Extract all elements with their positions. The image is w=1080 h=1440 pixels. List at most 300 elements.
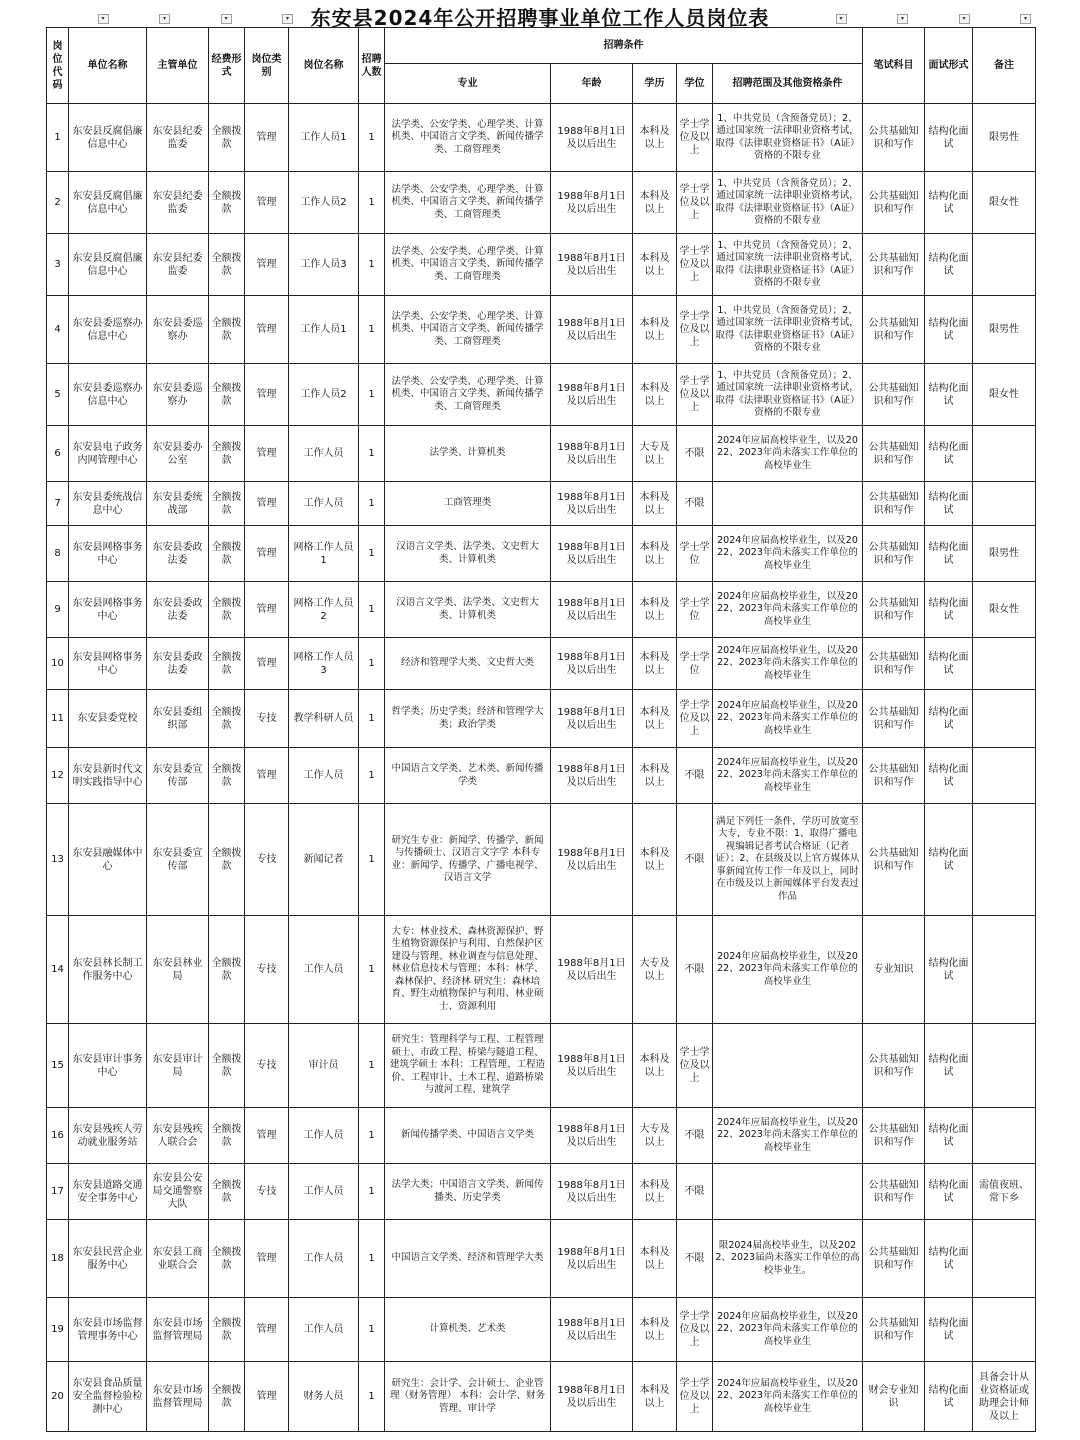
cell-supervisor: 东安县纪委监委: [147, 172, 209, 234]
cell-post: 工作人员: [289, 748, 359, 804]
table-row: [47, 1362, 1036, 1432]
cell-major: 研究生专业：新闻学、传播学、新闻与传播硕士、汉语言文字学 本科专业：新闻学、传播学、广播电视学、汉语言文学: [385, 804, 551, 916]
cell-education: 大专及以上: [633, 426, 677, 482]
cell-degree: 不限: [677, 1108, 713, 1164]
table-row: [47, 1024, 1036, 1108]
cell-written: 公共基础知识和写作: [863, 1164, 925, 1220]
cell-scope: 限2024届高校毕业生，以及2022、2023届尚未落实工作单位的高校毕业生。: [713, 1220, 863, 1298]
table-row: [47, 1108, 1036, 1164]
cell-category: 管理: [245, 426, 289, 482]
cell-interview: 结构化面试: [925, 526, 973, 582]
cell-supervisor: 东安县委宣传部: [147, 748, 209, 804]
cell-degree: 学士学位及以上: [677, 172, 713, 234]
cell-remark: 限女性: [973, 364, 1036, 426]
cell-age: 1988年8月1日及以后出生: [551, 1220, 633, 1298]
cell-written: 公共基础知识和写作: [863, 582, 925, 638]
cell-degree: 学士学位及以上: [677, 1024, 713, 1108]
filter-dropdown-icon[interactable]: ▾: [897, 14, 908, 24]
cell-count: 1: [359, 234, 385, 296]
cell-written: 公共基础知识和写作: [863, 748, 925, 804]
cell-unit: 东安县网格事务中心: [69, 638, 147, 690]
cell-age: 1988年8月1日及以后出生: [551, 638, 633, 690]
cell-funding: 全额拨款: [209, 234, 245, 296]
cell-post: 工作人员: [289, 1220, 359, 1298]
cell-funding: 全额拨款: [209, 172, 245, 234]
cell-scope: 2024年应届高校毕业生，以及2022、2023年尚未落实工作单位的高校毕业生: [713, 1108, 863, 1164]
cell-written: 公共基础知识和写作: [863, 104, 925, 172]
cell-funding: 全额拨款: [209, 482, 245, 526]
cell-education: 本科及以上: [633, 1362, 677, 1432]
cell-category: 专技: [245, 1164, 289, 1220]
cell-scope: 1、中共党员（含预备党员）；2、通过国家统一法律职业资格考试，取得《法律职业资格证书》（A证）资格的不限专业: [713, 296, 863, 364]
cell-interview: 结构化面试: [925, 1024, 973, 1108]
cell-degree: 不限: [677, 482, 713, 526]
cell-unit: 东安县委统战信息中心: [69, 482, 147, 526]
table-body: [47, 104, 1036, 1432]
cell-category: 管理: [245, 526, 289, 582]
cell-code: 4: [47, 296, 69, 364]
cell-written: 公共基础知识和写作: [863, 234, 925, 296]
cell-funding: 全额拨款: [209, 526, 245, 582]
cell-funding: 全额拨款: [209, 1362, 245, 1432]
cell-supervisor: 东安县市场监督管理局: [147, 1362, 209, 1432]
cell-supervisor: 东安县委办公室: [147, 426, 209, 482]
header-post: 岗位名称: [289, 28, 359, 104]
cell-code: 7: [47, 482, 69, 526]
header-supervisor: 主管单位: [147, 28, 209, 104]
cell-remark: 限男性: [973, 296, 1036, 364]
cell-count: 1: [359, 104, 385, 172]
cell-count: 1: [359, 748, 385, 804]
cell-major: 中国语言文学类、艺术类、新闻传播学类: [385, 748, 551, 804]
header-category: 岗位类别: [245, 28, 289, 104]
header-remark: 备注: [973, 28, 1036, 104]
cell-count: 1: [359, 426, 385, 482]
cell-category: 管理: [245, 582, 289, 638]
cell-unit: 东安县电子政务内网管理中心: [69, 426, 147, 482]
cell-education: 大专及以上: [633, 1108, 677, 1164]
cell-category: 专技: [245, 1024, 289, 1108]
cell-code: 20: [47, 1362, 69, 1432]
cell-scope: 2024年应届高校毕业生，以及2022、2023年尚未落实工作单位的高校毕业生: [713, 1362, 863, 1432]
cell-remark: [973, 234, 1036, 296]
cell-unit: 东安县委巡察办信息中心: [69, 296, 147, 364]
cell-education: 本科及以上: [633, 1164, 677, 1220]
cell-written: 公共基础知识和写作: [863, 1298, 925, 1362]
cell-category: 管理: [245, 1362, 289, 1432]
cell-education: 本科及以上: [633, 296, 677, 364]
cell-degree: 学士学位: [677, 582, 713, 638]
cell-post: 网格工作人员2: [289, 582, 359, 638]
cell-education: 本科及以上: [633, 234, 677, 296]
cell-funding: 全额拨款: [209, 296, 245, 364]
cell-education: 本科及以上: [633, 582, 677, 638]
cell-post: 工作人员3: [289, 234, 359, 296]
filter-dropdown-icon[interactable]: ▾: [159, 14, 170, 24]
cell-post: 新闻记者: [289, 804, 359, 916]
cell-written: 公共基础知识和写作: [863, 1108, 925, 1164]
cell-post: 工作人员: [289, 1164, 359, 1220]
cell-funding: 全额拨款: [209, 1024, 245, 1108]
cell-remark: 限女性: [973, 582, 1036, 638]
cell-unit: 东安县道路交通安全事务中心: [69, 1164, 147, 1220]
cell-interview: 结构化面试: [925, 916, 973, 1024]
cell-written: 公共基础知识和写作: [863, 526, 925, 582]
header-conditions: 招聘条件: [385, 28, 863, 64]
cell-major: 中国语言文学类、经济和管理学大类: [385, 1220, 551, 1298]
cell-post: 网格工作人员1: [289, 526, 359, 582]
cell-count: 1: [359, 172, 385, 234]
cell-supervisor: 东安县公安局交通警察大队: [147, 1164, 209, 1220]
header-scope: 招聘范围及其他资格条件: [713, 64, 863, 104]
cell-written: 公共基础知识和写作: [863, 426, 925, 482]
cell-funding: 全额拨款: [209, 104, 245, 172]
cell-supervisor: 东安县委统战部: [147, 482, 209, 526]
cell-written: 公共基础知识和写作: [863, 296, 925, 364]
cell-supervisor: 东安县林业局: [147, 916, 209, 1024]
cell-age: 1988年8月1日及以后出生: [551, 1024, 633, 1108]
filter-dropdown-icon[interactable]: ▾: [959, 14, 970, 24]
cell-interview: 结构化面试: [925, 1108, 973, 1164]
cell-interview: 结构化面试: [925, 172, 973, 234]
cell-age: 1988年8月1日及以后出生: [551, 1362, 633, 1432]
cell-major: 法学类、公安学类、心理学类、计算机类、中国语言文学类、新闻传播学类、工商管理类: [385, 104, 551, 172]
cell-written: 专业知识: [863, 916, 925, 1024]
table-row: [47, 296, 1036, 364]
cell-major: 法学类、公安学类、心理学类、计算机类、中国语言文学类、新闻传播学类、工商管理类: [385, 172, 551, 234]
cell-interview: 结构化面试: [925, 426, 973, 482]
header-code: 岗位代码: [47, 28, 69, 104]
cell-funding: 全额拨款: [209, 426, 245, 482]
cell-post: 教学科研人员: [289, 690, 359, 748]
cell-interview: 结构化面试: [925, 804, 973, 916]
cell-major: 法学类、计算机类: [385, 426, 551, 482]
cell-unit: 东安县审计事务中心: [69, 1024, 147, 1108]
cell-remark: [973, 804, 1036, 916]
cell-major: 法学类、公安学类、心理学类、计算机类、中国语言文学类、新闻传播学类、工商管理类: [385, 296, 551, 364]
sheet-title: 东安县2024年公开招聘事业单位工作人员岗位表: [310, 6, 770, 30]
cell-degree: 不限: [677, 1220, 713, 1298]
cell-age: 1988年8月1日及以后出生: [551, 526, 633, 582]
cell-major: 新闻传播学类、中国语言文学类: [385, 1108, 551, 1164]
cell-code: 9: [47, 582, 69, 638]
cell-degree: 学士学位及以上: [677, 364, 713, 426]
cell-code: 10: [47, 638, 69, 690]
cell-code: 18: [47, 1220, 69, 1298]
cell-major: 研究生：管理科学与工程、工程管理硕士、市政工程、桥梁与隧道工程、建筑学硕士 本科：工程管理、工程造价、工程审计、土木工程、道路桥梁与渡河工程、建筑学: [385, 1024, 551, 1108]
header-written: 笔试科目: [863, 28, 925, 104]
cell-unit: 东安县反腐倡廉信息中心: [69, 172, 147, 234]
cell-scope: 2024年应届高校毕业生，以及2022、2023年尚未落实工作单位的高校毕业生: [713, 582, 863, 638]
cell-post: 工作人员: [289, 482, 359, 526]
cell-scope: 2024年应届高校毕业生，以及2022、2023年尚未落实工作单位的高校毕业生: [713, 916, 863, 1024]
header-interview: 面试形式: [925, 28, 973, 104]
cell-unit: 东安县委巡察办信息中心: [69, 364, 147, 426]
cell-written: 公共基础知识和写作: [863, 1024, 925, 1108]
cell-major: 经济和管理学大类、文史哲大类: [385, 638, 551, 690]
cell-education: 本科及以上: [633, 482, 677, 526]
table-row: [47, 426, 1036, 482]
cell-interview: 结构化面试: [925, 104, 973, 172]
cell-supervisor: 东安县委政法委: [147, 526, 209, 582]
cell-count: 1: [359, 804, 385, 916]
cell-post: 审计员: [289, 1024, 359, 1108]
cell-remark: [973, 1298, 1036, 1362]
cell-remark: [973, 916, 1036, 1024]
cell-code: 11: [47, 690, 69, 748]
table-row: [47, 582, 1036, 638]
cell-post: 财务人员: [289, 1362, 359, 1432]
cell-major: 汉语言文学类、法学类、文史哲大类、计算机类: [385, 526, 551, 582]
cell-age: 1988年8月1日及以后出生: [551, 104, 633, 172]
cell-remark: [973, 638, 1036, 690]
cell-scope: 2024年应届高校毕业生，以及2022、2023年尚未落实工作单位的高校毕业生: [713, 426, 863, 482]
table-row: [47, 172, 1036, 234]
cell-post: 工作人员1: [289, 296, 359, 364]
cell-age: 1988年8月1日及以后出生: [551, 426, 633, 482]
cell-written: 公共基础知识和写作: [863, 482, 925, 526]
cell-education: 本科及以上: [633, 748, 677, 804]
table-row: [47, 804, 1036, 916]
cell-category: 管理: [245, 638, 289, 690]
cell-written: 公共基础知识和写作: [863, 638, 925, 690]
cell-interview: 结构化面试: [925, 482, 973, 526]
cell-code: 14: [47, 916, 69, 1024]
cell-degree: 学士学位及以上: [677, 1362, 713, 1432]
header-age: 年龄: [551, 64, 633, 104]
cell-funding: 全额拨款: [209, 804, 245, 916]
cell-degree: 不限: [677, 748, 713, 804]
cell-count: 1: [359, 1362, 385, 1432]
cell-age: 1988年8月1日及以后出生: [551, 234, 633, 296]
cell-age: 1988年8月1日及以后出生: [551, 804, 633, 916]
cell-interview: 结构化面试: [925, 1164, 973, 1220]
cell-category: 管理: [245, 482, 289, 526]
cell-scope: 满足下列任一条件，学历可放宽至大专，专业不限：1、取得广播电视编辑记者考试合格证（记者证）；2、在县级及以上官方媒体从事新闻宣传工作一年及以上，同时在市级及以上新闻媒体平台发表过作品: [713, 804, 863, 916]
cell-degree: 学士学位及以上: [677, 1298, 713, 1362]
cell-count: 1: [359, 916, 385, 1024]
table-row: [47, 104, 1036, 172]
cell-age: 1988年8月1日及以后出生: [551, 1108, 633, 1164]
cell-remark: 具备会计从业资格证或助理会计师及以上: [973, 1362, 1036, 1432]
cell-unit: 东安县残疾人劳动就业服务站: [69, 1108, 147, 1164]
cell-education: 本科及以上: [633, 1024, 677, 1108]
cell-interview: 结构化面试: [925, 1298, 973, 1362]
cell-education: 本科及以上: [633, 172, 677, 234]
cell-code: 2: [47, 172, 69, 234]
cell-unit: 东安县食品质量安全监督检验检测中心: [69, 1362, 147, 1432]
cell-degree: 学士学位: [677, 526, 713, 582]
cell-major: 法学类、公安学类、心理学类、计算机类、中国语言文学类、新闻传播学类、工商管理类: [385, 234, 551, 296]
cell-degree: 学士学位及以上: [677, 296, 713, 364]
cell-interview: 结构化面试: [925, 364, 973, 426]
cell-supervisor: 东安县纪委监委: [147, 234, 209, 296]
header-count: 招聘人数: [359, 28, 385, 104]
cell-funding: 全额拨款: [209, 582, 245, 638]
cell-post: 工作人员2: [289, 172, 359, 234]
cell-count: 1: [359, 582, 385, 638]
cell-scope: 2024年应届高校毕业生，以及2022、2023年尚未落实工作单位的高校毕业生: [713, 748, 863, 804]
cell-unit: 东安县市场监督管理事务中心: [69, 1298, 147, 1362]
cell-scope: [713, 1164, 863, 1220]
cell-code: 13: [47, 804, 69, 916]
cell-supervisor: 东安县委巡察办: [147, 364, 209, 426]
cell-interview: 结构化面试: [925, 1362, 973, 1432]
cell-major: 工商管理类: [385, 482, 551, 526]
cell-degree: 学士学位及以上: [677, 104, 713, 172]
cell-funding: 全额拨款: [209, 916, 245, 1024]
cell-remark: [973, 1024, 1036, 1108]
cell-remark: [973, 690, 1036, 748]
header-education: 学历: [633, 64, 677, 104]
cell-education: 本科及以上: [633, 638, 677, 690]
cell-major: 法学类、公安学类、心理学类、计算机类、中国语言文学类、新闻传播学类、工商管理类: [385, 364, 551, 426]
cell-remark: 需值夜班、常下乡: [973, 1164, 1036, 1220]
cell-written: 公共基础知识和写作: [863, 690, 925, 748]
table-row: [47, 748, 1036, 804]
cell-supervisor: 东安县委组织部: [147, 690, 209, 748]
table-row: [47, 234, 1036, 296]
cell-funding: 全额拨款: [209, 1220, 245, 1298]
table-row: [47, 364, 1036, 426]
cell-supervisor: 东安县审计局: [147, 1024, 209, 1108]
cell-degree: 不限: [677, 804, 713, 916]
cell-post: 工作人员: [289, 1108, 359, 1164]
cell-supervisor: 东安县市场监督管理局: [147, 1298, 209, 1362]
cell-code: 6: [47, 426, 69, 482]
filter-dropdown-icon[interactable]: ▾: [836, 14, 847, 24]
cell-degree: 学士学位及以上: [677, 234, 713, 296]
cell-funding: 全额拨款: [209, 364, 245, 426]
cell-unit: 东安县民营企业服务中心: [69, 1220, 147, 1298]
cell-age: 1988年8月1日及以后出生: [551, 748, 633, 804]
cell-count: 1: [359, 1164, 385, 1220]
cell-scope: 1、中共党员（含预备党员）；2、通过国家统一法律职业资格考试，取得《法律职业资格证书》（A证）资格的不限专业: [713, 172, 863, 234]
cell-education: 本科及以上: [633, 104, 677, 172]
cell-funding: 全额拨款: [209, 690, 245, 748]
cell-funding: 全额拨款: [209, 638, 245, 690]
cell-count: 1: [359, 526, 385, 582]
cell-count: 1: [359, 1108, 385, 1164]
cell-code: 19: [47, 1298, 69, 1362]
cell-interview: 结构化面试: [925, 582, 973, 638]
cell-remark: 限女性: [973, 172, 1036, 234]
cell-scope: [713, 482, 863, 526]
cell-age: 1988年8月1日及以后出生: [551, 364, 633, 426]
cell-count: 1: [359, 690, 385, 748]
cell-funding: 全额拨款: [209, 1164, 245, 1220]
cell-degree: 学士学位: [677, 638, 713, 690]
cell-code: 3: [47, 234, 69, 296]
cell-age: 1988年8月1日及以后出生: [551, 296, 633, 364]
cell-age: 1988年8月1日及以后出生: [551, 582, 633, 638]
filter-dropdown-icon[interactable]: ▾: [1020, 14, 1031, 24]
cell-category: 管理: [245, 296, 289, 364]
cell-scope: 2024年应届高校毕业生，以及2022、2023年尚未落实工作单位的高校毕业生: [713, 638, 863, 690]
table-row: [47, 482, 1036, 526]
cell-written: 财会专业知识: [863, 1362, 925, 1432]
cell-education: 本科及以上: [633, 364, 677, 426]
cell-education: 本科及以上: [633, 526, 677, 582]
cell-code: 12: [47, 748, 69, 804]
cell-category: 管理: [245, 172, 289, 234]
header-funding: 经费形式: [209, 28, 245, 104]
cell-interview: 结构化面试: [925, 748, 973, 804]
cell-written: 公共基础知识和写作: [863, 172, 925, 234]
cell-category: 管理: [245, 104, 289, 172]
cell-post: 网格工作人员3: [289, 638, 359, 690]
cell-unit: 东安县委党校: [69, 690, 147, 748]
cell-remark: 限男性: [973, 104, 1036, 172]
cell-count: 1: [359, 1298, 385, 1362]
cell-degree: 不限: [677, 916, 713, 1024]
cell-funding: 全额拨款: [209, 1108, 245, 1164]
cell-unit: 东安县融媒体中心: [69, 804, 147, 916]
cell-written: 公共基础知识和写作: [863, 364, 925, 426]
cell-major: 计算机类、艺术类: [385, 1298, 551, 1362]
cell-post: 工作人员2: [289, 364, 359, 426]
cell-major: 研究生：会计学、会计硕士、企业管理（财务管理） 本科：会计学、财务管理、审计学: [385, 1362, 551, 1432]
cell-major: 法学大类；中国语言文学类、新闻传播类、历史学类: [385, 1164, 551, 1220]
cell-count: 1: [359, 364, 385, 426]
job-table: [46, 27, 1036, 1432]
filter-dropdown-icon[interactable]: ▾: [98, 14, 109, 24]
cell-category: 专技: [245, 690, 289, 748]
cell-post: 工作人员: [289, 916, 359, 1024]
cell-supervisor: 东安县纪委监委: [147, 104, 209, 172]
cell-category: 管理: [245, 1298, 289, 1362]
table-row: [47, 526, 1036, 582]
filter-dropdown-icon[interactable]: ▾: [221, 14, 232, 24]
cell-funding: 全额拨款: [209, 1298, 245, 1362]
cell-category: 管理: [245, 364, 289, 426]
cell-funding: 全额拨款: [209, 748, 245, 804]
cell-interview: 结构化面试: [925, 690, 973, 748]
cell-category: 管理: [245, 748, 289, 804]
cell-age: 1988年8月1日及以后出生: [551, 1164, 633, 1220]
cell-education: 本科及以上: [633, 690, 677, 748]
table-row: [47, 1164, 1036, 1220]
cell-education: 本科及以上: [633, 1220, 677, 1298]
cell-major: 哲学类；历史学类；经济和管理学大类；政治学类: [385, 690, 551, 748]
cell-supervisor: 东安县工商业联合会: [147, 1220, 209, 1298]
cell-unit: 东安县新时代文明实践指导中心: [69, 748, 147, 804]
cell-age: 1988年8月1日及以后出生: [551, 482, 633, 526]
cell-category: 专技: [245, 916, 289, 1024]
cell-code: 5: [47, 364, 69, 426]
cell-count: 1: [359, 638, 385, 690]
cell-education: 本科及以上: [633, 1298, 677, 1362]
cell-scope: 2024年应届高校毕业生，以及2022、2023年尚未落实工作单位的高校毕业生: [713, 526, 863, 582]
table-row: [47, 690, 1036, 748]
cell-interview: 结构化面试: [925, 296, 973, 364]
cell-scope: 1、中共党员（含预备党员）；2、通过国家统一法律职业资格考试，取得《法律职业资格证书》（A证）资格的不限专业: [713, 104, 863, 172]
cell-remark: [973, 482, 1036, 526]
cell-code: 17: [47, 1164, 69, 1220]
cell-category: 管理: [245, 1220, 289, 1298]
cell-supervisor: 东安县委巡察办: [147, 296, 209, 364]
cell-count: 1: [359, 1024, 385, 1108]
cell-unit: 东安县林长制工作服务中心: [69, 916, 147, 1024]
table-row: [47, 916, 1036, 1024]
cell-remark: [973, 1108, 1036, 1164]
cell-unit: 东安县反腐倡廉信息中心: [69, 234, 147, 296]
header-unit: 单位名称: [69, 28, 147, 104]
cell-interview: 结构化面试: [925, 1220, 973, 1298]
cell-category: 管理: [245, 234, 289, 296]
filter-dropdown-icon[interactable]: ▾: [282, 14, 293, 24]
cell-remark: [973, 748, 1036, 804]
